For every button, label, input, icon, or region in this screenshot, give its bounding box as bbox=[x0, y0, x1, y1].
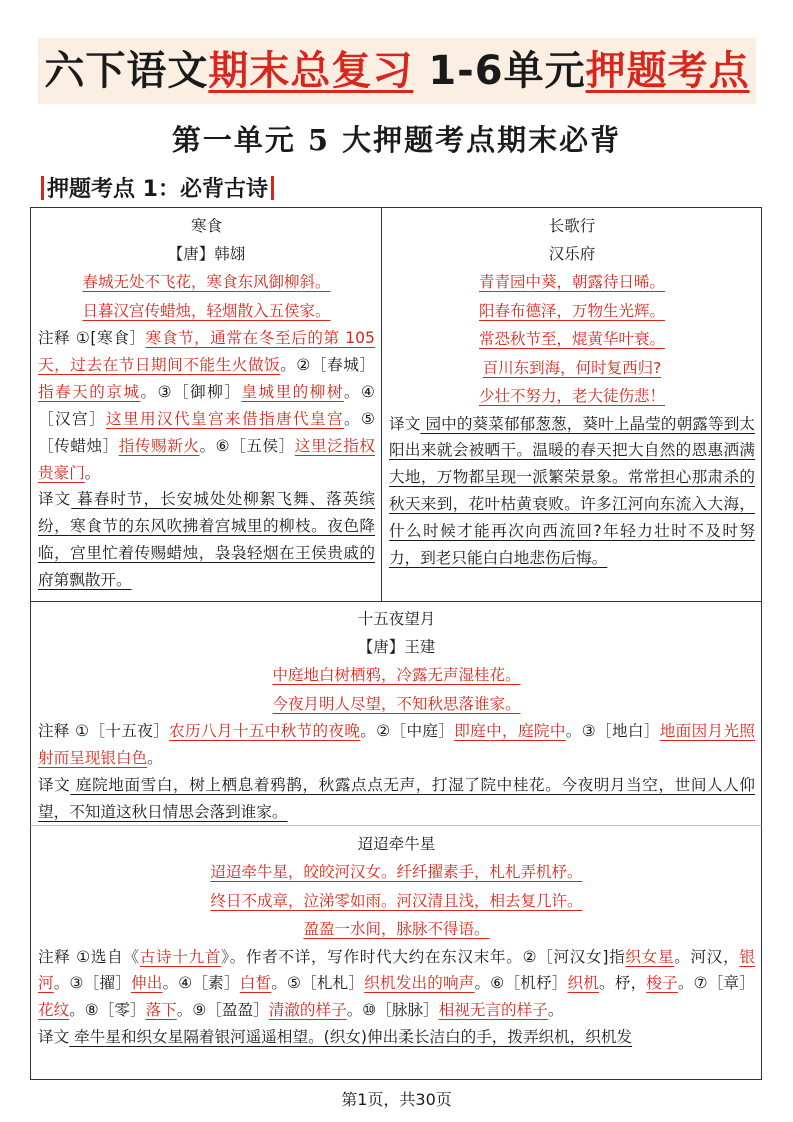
poem-cell-shiwuye bbox=[31, 601, 761, 825]
poem-notes: 注释 ①［十五夜］农历八月十五中秋节的夜晚。②［中庭］即庭中，庭院中。③［地白］地面因月光照射而呈现银白色。 bbox=[38, 722, 755, 767]
poem-notes: 注释 ①选自《古诗十九首》。作者不详，写作时代大约在东汉末年。②［河汉女]指织女星。河汉，银河。③［擢］伸出。④［素］白皙。⑤［札札］织机发出的响声。⑥［机杼］织机。杼，梭子。⑦［章］花纹。⑧［零］落下。⑨［盈盈］清澈的样子。⑩［脉脉］相视无言的样子。 bbox=[38, 947, 755, 1020]
page-footer: 第1页，共30页 bbox=[341, 1090, 452, 1109]
poem-title: 迢迢牵牛星 bbox=[357, 835, 436, 853]
poem-translation: 译文 园中的葵菜郁郁葱葱，葵叶上晶莹的朝露等到太阳出来就会被晒干。温暖的春天把大自然的恩惠洒满大地，万物都呈现一派繁荣景象。常常担心那肃杀的秋天来到，花叶枯黄衰败。许多江河向东流入大海，什么时候才能再次向西流回?年轻力壮时不及时努力，到老只能白白地悲伤后悔。 bbox=[389, 414, 755, 568]
poem-table-row-2 bbox=[30, 601, 762, 826]
poem-verse: 今夜月明人尽望，不知秋思落谁家。 bbox=[272, 694, 521, 713]
poem-verse: 盈盈一水间，脉脉不得语。 bbox=[303, 920, 490, 938]
poem-verse: 中庭地白树栖鸦，冷露无声湿桂花。 bbox=[272, 666, 521, 684]
poem-translation: 译文 庭院地面雪白，树上栖息着鸦鹊，秋露点点无声，打湿了院中桂花。今夜明月当空，世间人人仰望，不知道这秋日情思会落到谁家。 bbox=[38, 775, 755, 821]
poem-cell-changgexing bbox=[382, 208, 761, 601]
poem-verse: 少壮不努力，老大徒伤悲！ bbox=[478, 387, 665, 405]
poem-cell-hanshi bbox=[31, 208, 382, 601]
poem-author: 【唐】韩翃 bbox=[167, 245, 246, 263]
poem-verse: 阳春布德泽，万物生光辉。 bbox=[478, 301, 665, 320]
poem-verse: 春城无处不飞花，寒食东风御柳斜。 bbox=[82, 273, 331, 291]
poem-title: 十五夜望月 bbox=[357, 610, 436, 628]
title-bar-right bbox=[271, 176, 274, 200]
poem-title: 长歌行 bbox=[548, 217, 596, 235]
poem-verse: 常恐秋节至，焜黄华叶衰。 bbox=[478, 330, 665, 348]
poem-title: 寒食 bbox=[190, 217, 222, 235]
poem-verse: 日暮汉宫传蜡烛，轻烟散入五侯家。 bbox=[82, 301, 331, 320]
poem-cell-tiaotiao bbox=[31, 826, 761, 1079]
poem-verse: 青青园中葵，朝露待日晞。 bbox=[478, 273, 665, 291]
poem-translation: 译文 暮春时节，长安城处处柳絮飞舞、落英缤纷，寒食节的东风吹拂着宫城里的柳枝。夜色降临，宫里忙着传赐蜡烛，袅袅轻烟在王侯贵戚的府第飘散开。 bbox=[38, 490, 375, 590]
title-bar-left bbox=[41, 176, 44, 200]
poem-table-row-3 bbox=[30, 825, 762, 1080]
poem-verse: 百川东到海，何时复西归? bbox=[482, 358, 662, 377]
page-banner bbox=[38, 38, 756, 104]
poem-verse: 迢迢牵牛星，皎皎河汉女。纤纤擢素手，札札弄机杼。 bbox=[210, 863, 583, 881]
point-title-text: 押题考点 1：必背古诗 bbox=[47, 177, 268, 202]
poem-table-row-1 bbox=[30, 207, 762, 602]
poem-author: 【唐】王建 bbox=[357, 638, 436, 656]
unit-title: 第一单元 5 大押题考点期末必背 bbox=[171, 123, 622, 157]
banner-text-3: 1-6单元 bbox=[413, 48, 586, 94]
poem-author: 汉乐府 bbox=[548, 245, 596, 263]
banner-text-2: 期末总复习 bbox=[208, 48, 414, 94]
poem-notes: 注释 ①[寒食］寒食节，通常在冬至后的第 105 天，过去在节日期间不能生火做饭。②［春城］指春天的京城。③［御柳］皇城里的柳树。④［汉宫］这里用汉代皇宫来借指唐代皇宫。⑤［传蜡烛］指传赐新火。⑥［五侯］这里泛指权贵豪门。 bbox=[38, 329, 375, 482]
banner-text-1: 六下语文 bbox=[44, 48, 209, 94]
banner-text-4: 押题考点 bbox=[585, 48, 750, 94]
point-title bbox=[38, 172, 277, 203]
poem-verse: 终日不成章，泣涕零如雨。河汉清且浅，相去复几许。 bbox=[210, 891, 583, 910]
poem-translation: 译文 牵牛星和织女星隔着银河遥遥相望。(织女)伸出柔长洁白的手，拨弄织机，织机发 bbox=[38, 1028, 633, 1047]
